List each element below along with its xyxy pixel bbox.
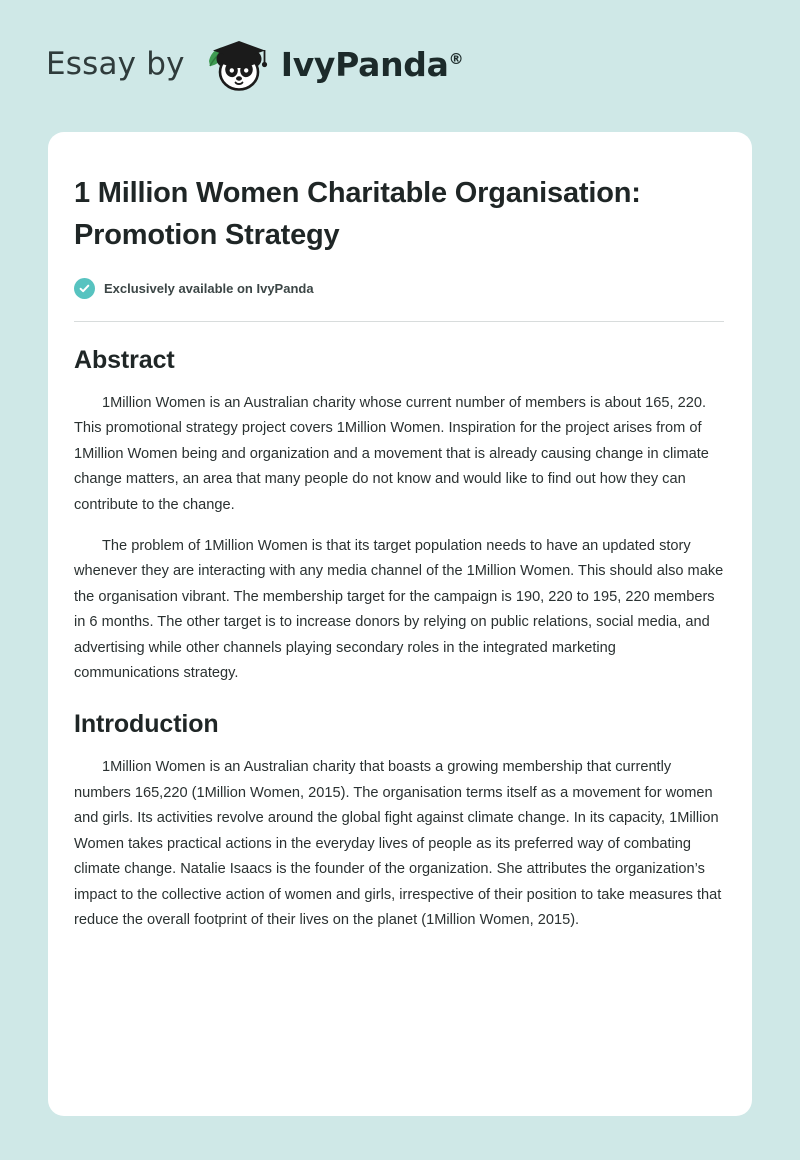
ivypanda-logo[interactable] xyxy=(199,33,464,95)
check-circle-icon xyxy=(74,278,95,299)
page-title: 1 Million Women Charitable Organisation: Promotion Strategy xyxy=(74,177,641,251)
exclusive-badge-label: Exclusively available on IvyPanda xyxy=(104,281,314,296)
registered-mark: ® xyxy=(448,49,464,68)
document-card xyxy=(48,132,752,1116)
exclusive-badge xyxy=(74,278,724,299)
title-divider xyxy=(74,321,724,322)
paragraph-abstract-1: 1Million Women is an Australian charity whose current number of members is about 165, 220. This promotional strategy project covers 1Million Women. Inspiration for the project arises from of 1Million Women being and organization and a movement that is already causing change in climate change matters, an area that many people do not know and would like to find out how they can contribute to the change. xyxy=(74,395,709,513)
essay-by-label: Essay by xyxy=(46,46,185,82)
panda-graduate-logo-icon xyxy=(199,33,275,95)
section-heading-abstract: Abstract xyxy=(74,346,175,374)
paragraph-abstract-2: The problem of 1Million Women is that its target population needs to have an updated story whenever they are interacting with any media channel of the 1Million Women. This should also make the organisation vibrant. The membership target for the campaign is 190, 220 to 195, 220 members in 6 months. The other target is to increase donors by relying on public relations, social media, and advertising while other channels playing secondary roles in the integrated marketing communications strategy. xyxy=(74,538,724,682)
section-heading-introduction: Introduction xyxy=(74,710,219,739)
paragraph-introduction-1: 1Million Women is an Australian charity that boasts a growing membership that currently numbers 165,220 (1Million Women, 2015). The organisation terms itself as a movement for women and girls. Its activities revolve around the global fight against climate change. In its capacity, 1Million Women takes practical actions in the everyday lives of people as its preferred way of combating climate change. Natalie Isaacs is the founder of the organization. She attributes the organization’s impact to the collective action of women and girls, irrespective of their position to take measures that reduce the overall footprint of their lives on the planet (1Million Women, 2015). xyxy=(74,759,722,928)
brand-header xyxy=(0,0,800,128)
brand-name: IvyPanda® xyxy=(280,44,464,84)
